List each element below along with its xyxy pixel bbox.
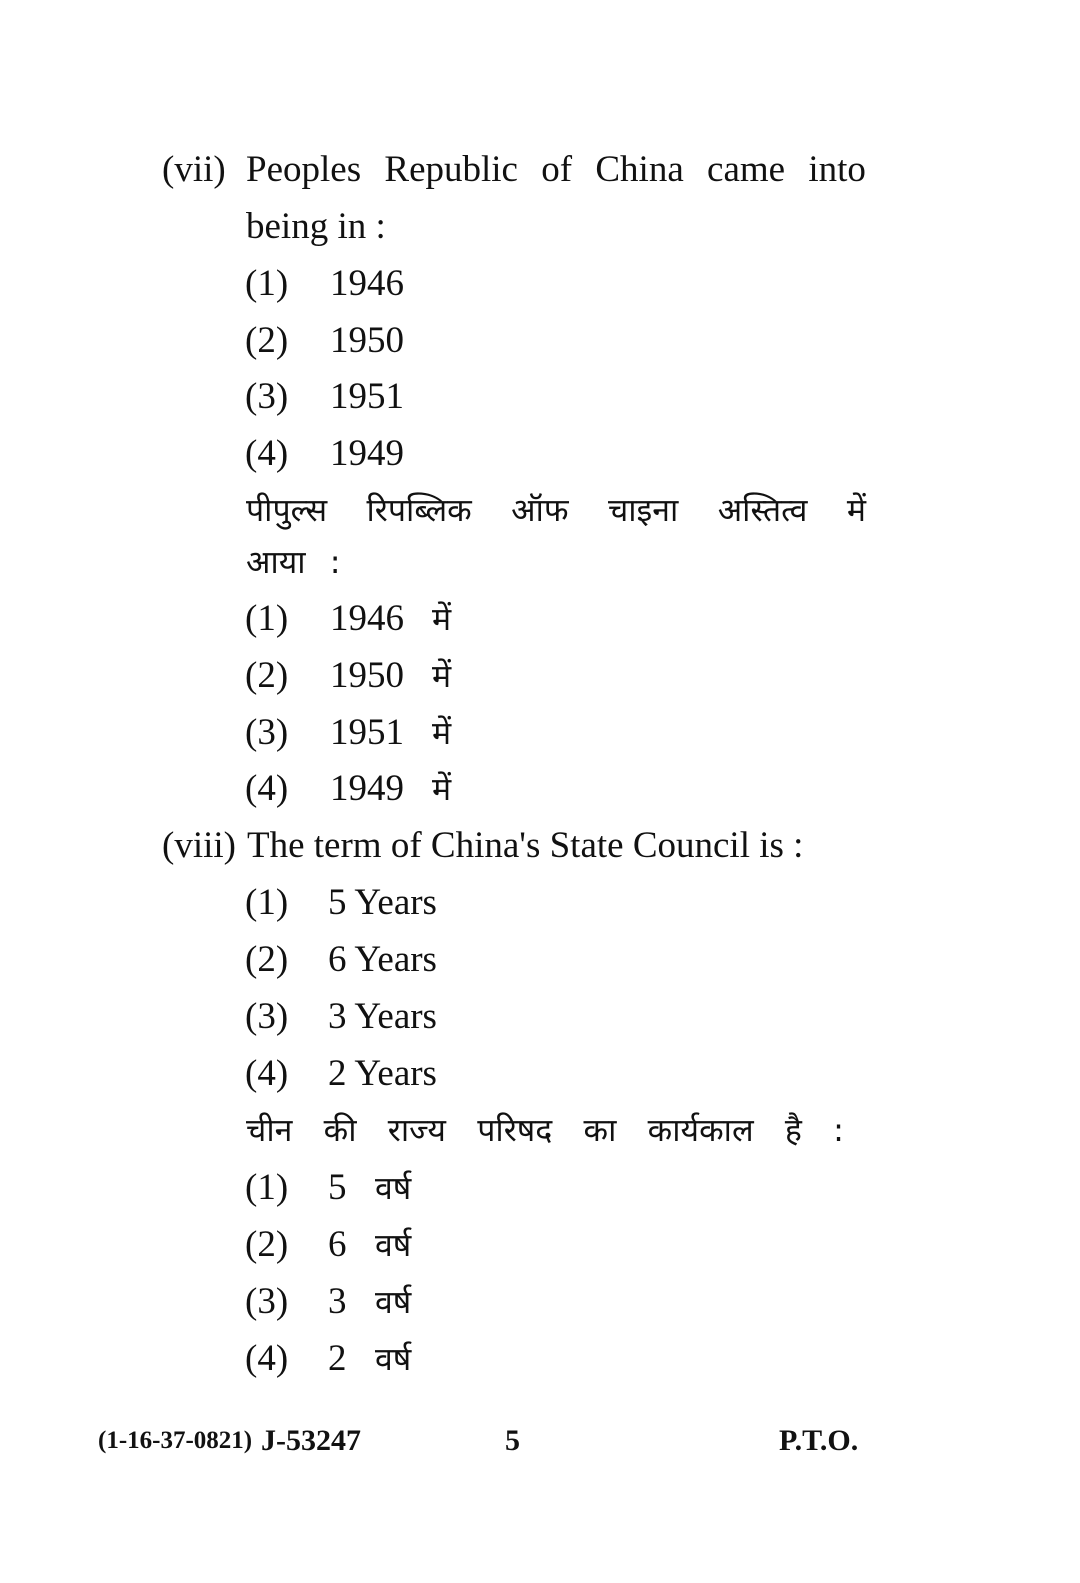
option-value: 1946	[330, 598, 404, 639]
option-value: 3 Years	[328, 996, 437, 1037]
footer-pto: P.T.O.	[779, 1424, 859, 1457]
option-number: (2)	[245, 939, 289, 980]
option-suffix: में	[432, 714, 452, 752]
footer-code: (1-16-37-0821)	[98, 1427, 253, 1454]
footer-paper-number: J-53247	[261, 1424, 361, 1457]
q8-question-hi-row	[246, 1108, 844, 1152]
option-value: 2 Years	[328, 1053, 437, 1094]
option-suffix: वर्ष	[375, 1169, 412, 1207]
q7-word: Republic	[384, 149, 518, 190]
q8-question-text: The term of China's State Council is :	[247, 825, 804, 866]
option-number: (4)	[245, 768, 289, 809]
q7-number: (vii)	[162, 149, 226, 190]
option-suffix: वर्ष	[375, 1226, 412, 1264]
option-number: (3)	[245, 376, 289, 417]
q8-number: (viii)	[162, 825, 236, 866]
option-number: (4)	[245, 433, 289, 474]
q7-hi-word: रिपब्लिक	[366, 491, 472, 529]
q7-word: of	[541, 149, 573, 190]
q7-question-hi-row	[246, 488, 866, 532]
option-number: (1)	[245, 882, 289, 923]
option-number: (2)	[245, 320, 289, 361]
option-number: (2)	[245, 1224, 289, 1265]
option-number: (1)	[245, 1167, 289, 1208]
option-value: 6 Years	[328, 939, 437, 980]
q7-word: came	[707, 149, 786, 190]
option-number: (1)	[245, 263, 289, 304]
option-number: (4)	[245, 1053, 289, 1094]
option-suffix: में	[432, 770, 452, 808]
q7-hi-word: ऑफ	[511, 491, 569, 529]
q7-word: into	[808, 149, 866, 190]
q7-hi-word: में	[846, 491, 866, 529]
option-suffix: वर्ष	[375, 1340, 412, 1378]
q8-hi-word: :	[833, 1111, 844, 1149]
option-value: 2	[328, 1338, 347, 1379]
q8-hi-word: है	[784, 1111, 802, 1149]
q8-hi-word: की	[323, 1111, 357, 1149]
option-suffix: में	[432, 657, 452, 695]
option-value: 5 Years	[328, 882, 437, 923]
q7-word: Peoples	[246, 149, 362, 190]
option-value: 1950	[330, 655, 404, 696]
q7-hi-word: चाइना	[607, 491, 679, 529]
option-value: 1949	[330, 433, 404, 474]
option-suffix: वर्ष	[375, 1283, 412, 1321]
footer-page-number: 5	[505, 1424, 520, 1457]
option-value: 1946	[330, 263, 404, 304]
option-number: (4)	[245, 1338, 289, 1379]
q8-hi-word: कार्यकाल	[647, 1111, 754, 1149]
q7-question-hi-line-2: आया :	[246, 543, 341, 581]
option-value: 3	[328, 1281, 347, 1322]
option-value: 5	[328, 1167, 347, 1208]
option-value: 1951	[330, 712, 404, 753]
q7-word: China	[595, 149, 684, 190]
option-value: 6	[328, 1224, 347, 1265]
option-value: 1949	[330, 768, 404, 809]
option-value: 1951	[330, 376, 404, 417]
q8-hi-word: चीन	[246, 1111, 293, 1149]
q8-hi-word: राज्य	[387, 1111, 446, 1149]
option-suffix: में	[432, 600, 452, 638]
q8-hi-word: का	[583, 1111, 617, 1149]
q8-hi-word: परिषद	[477, 1111, 553, 1149]
option-value: 1950	[330, 320, 404, 361]
q7-hi-word: अस्तित्व	[717, 491, 808, 529]
q7-question-line-2: being in :	[246, 206, 386, 247]
option-number: (3)	[245, 1281, 289, 1322]
option-number: (1)	[245, 598, 289, 639]
q7-question-en-row	[246, 148, 866, 192]
q7-hi-word: पीपुल्स	[246, 491, 328, 529]
option-number: (3)	[245, 996, 289, 1037]
option-number: (2)	[245, 655, 289, 696]
option-number: (3)	[245, 712, 289, 753]
